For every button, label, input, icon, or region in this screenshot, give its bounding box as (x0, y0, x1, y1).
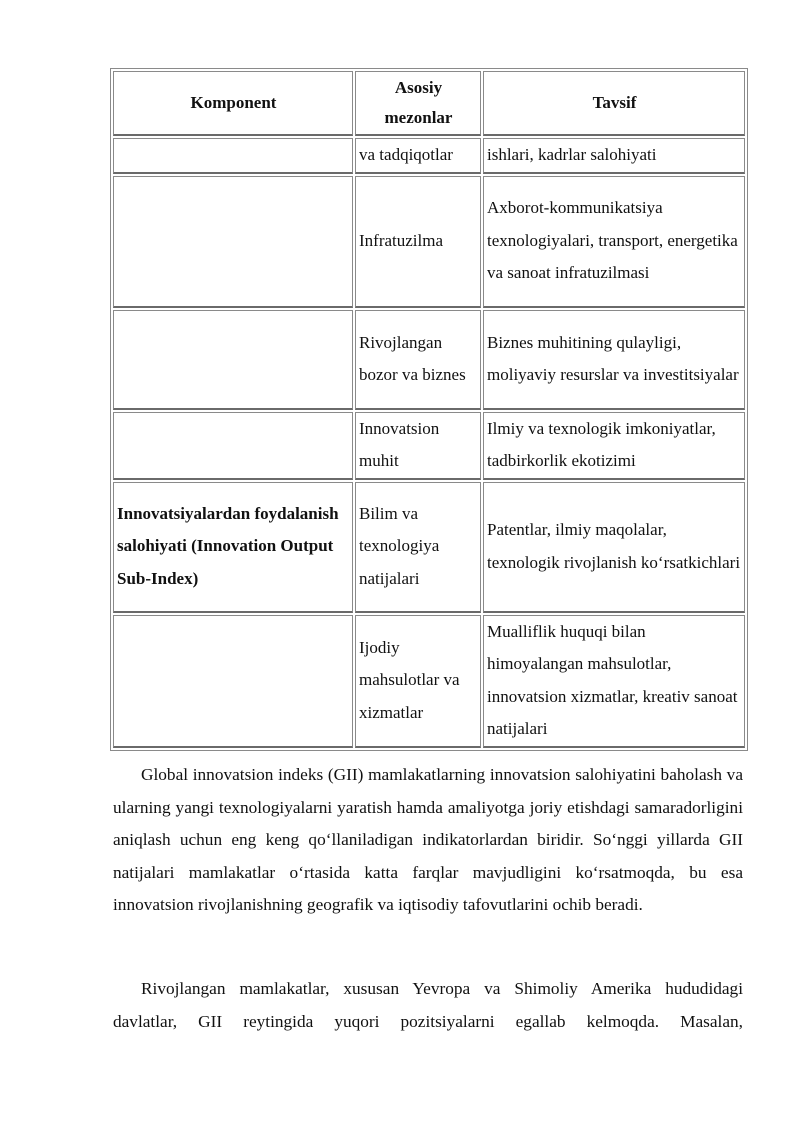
cell-description: Patentlar, ilmiy maqolalar, texnologik rivojlanish ko‘rsatkichlari (483, 482, 745, 613)
table-row (113, 412, 745, 480)
cell-component: Innovatsiyalardan foydalanish salohiyati (Innovation Output Sub-Index) (113, 482, 353, 613)
body-paragraph: Global innovatsion indeks (GII) mamlakatlarning innovatsion salohiyatini baholash va ularning yangi texnologiyalarni yaratish hamda amaliyotga joriy etishdagi samaradorligini aniqlash uchun eng keng qo‘llaniladigan indikatorlardan biridir. So‘nggi yillarda GII natijalari mamlakatlar o‘rtasida katta farqlar mavjudligini ko‘rsatmoqda, bu esa innovatsion rivojlanishning geografik va iqtisodiy tafovutlarini ochib beradi. (113, 765, 743, 914)
table-header-row (113, 71, 745, 136)
cell-component (113, 412, 353, 480)
cell-component (113, 310, 353, 410)
cell-criteria: Infratuzilma (355, 176, 481, 308)
table-row (113, 138, 745, 174)
header-criteria: Asosiy mezonlar (355, 71, 481, 136)
cell-description: Axborot-kommunikatsiya texnologiyalari, transport, energetika va sanoat infratuzilmasi (483, 176, 745, 308)
cell-criteria: Ijodiy mahsulotlar va xizmatlar (355, 615, 481, 748)
cell-description: Mualliflik huquqi bilan himoyalangan mahsulotlar, innovatsion xizmatlar, kreativ sanoat natijalari (483, 615, 745, 748)
cell-component (113, 176, 353, 308)
cell-component (113, 138, 353, 174)
table-row (113, 310, 745, 410)
table-row (113, 482, 745, 613)
table-row (113, 176, 745, 308)
cell-criteria: Innovatsion muhit (355, 412, 481, 480)
cell-criteria: Bilim va texnologiya natijalari (355, 482, 481, 613)
body-paragraph: Rivojlangan mamlakatlar, xususan Yevropa va Shimoliy Amerika hududidagi davlatlar, GII reytingida yuqori pozitsiyalarni egallab kelmoqda. Masalan, (113, 979, 743, 1031)
criteria-table (110, 68, 748, 751)
cell-description: Biznes muhitining qulayligi, moliyaviy resurslar va investitsiyalar (483, 310, 745, 410)
cell-description: Ilmiy va texnologik imkoniyatlar, tadbirkorlik ekotizimi (483, 412, 745, 480)
cell-description: ishlari, kadrlar salohiyati (483, 138, 745, 174)
cell-criteria: va tadqiqotlar (355, 138, 481, 174)
cell-criteria: Rivojlangan bozor va biznes (355, 310, 481, 410)
header-component: Komponent (113, 71, 353, 136)
cell-component (113, 615, 353, 748)
table-row (113, 615, 745, 748)
header-description: Tavsif (483, 71, 745, 136)
